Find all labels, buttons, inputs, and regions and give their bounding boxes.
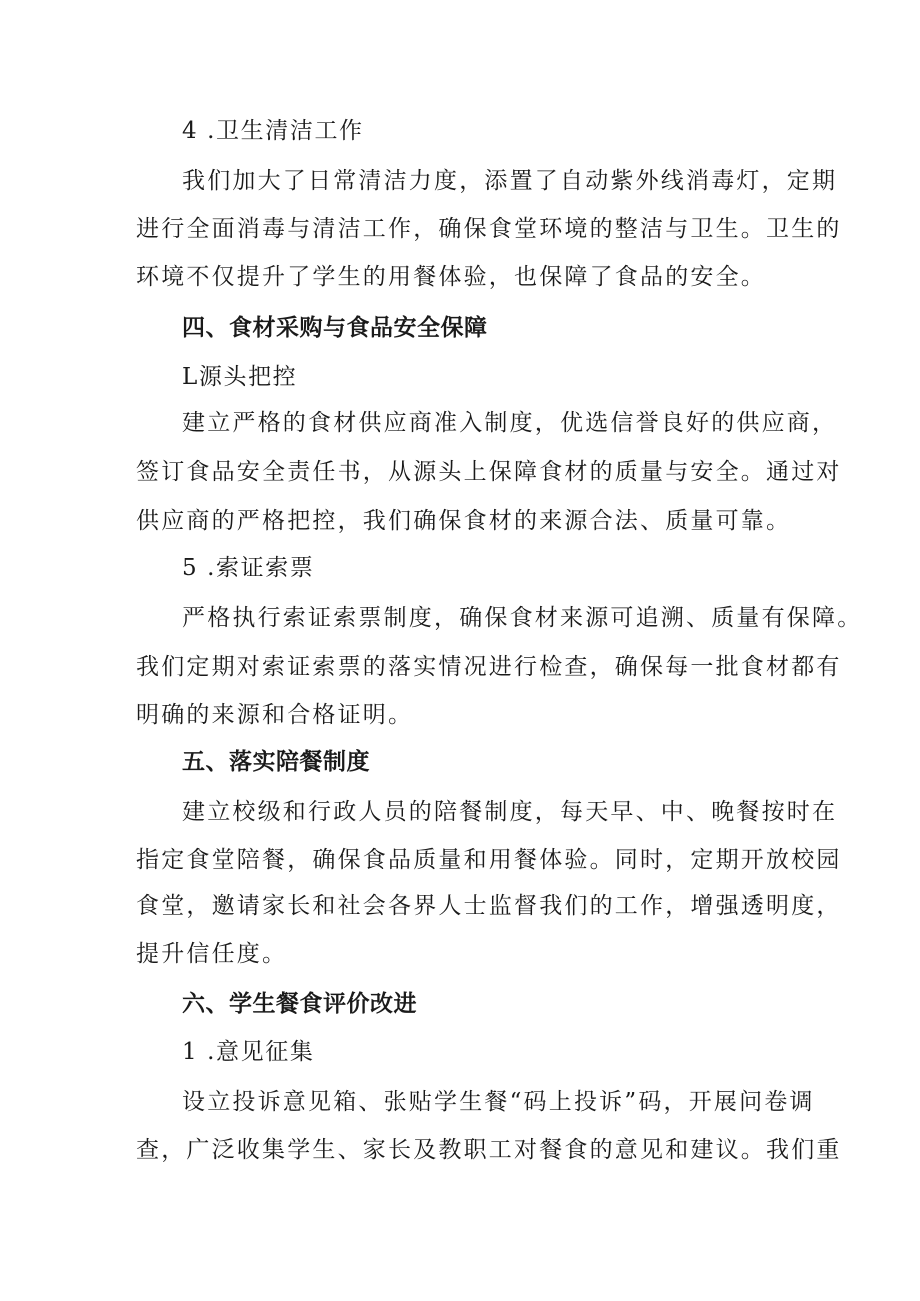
subheading-source-control: L源头把控 [182,364,298,390]
subheading-sanitation: 4 .卫生清洁工作 [182,118,364,144]
paragraph-line: 明确的来源和合格证明。 [136,702,414,728]
subheading-receipts: 5 .索证索票 [182,555,315,581]
subheading-feedback: 1 .意见征集 [182,1039,315,1065]
paragraph-line: 建立校级和行政人员的陪餐制度，每天早、中、晚餐按时在 [182,799,838,825]
paragraph-line: 环境不仅提升了学生的用餐体验，也保障了食品的安全。 [136,264,766,290]
section-heading-six: 六、学生餐食评价改进 [182,991,417,1017]
paragraph-line: 查，广泛收集学生、家长及教职工对餐食的意见和建议。我们重 [136,1137,842,1163]
paragraph-line: 提升信任度。 [136,941,288,967]
paragraph-line: 供应商的严格把控，我们确保食材的来源合法、质量可靠。 [136,508,792,534]
paragraph-line: 签订食品安全责任书，从源头上保障食材的质量与安全。通过对 [136,459,842,485]
paragraph-line: 食堂，邀请家长和社会各界人士监督我们的工作，增强透明度， [136,893,842,919]
section-heading-five: 五、落实陪餐制度 [182,749,370,775]
section-heading-four: 四、食材采购与食品安全保障 [182,315,488,341]
paragraph-line: 建立严格的食材供应商准入制度，优选信誉良好的供应商， [182,410,838,436]
paragraph-line: 严格执行索证索票制度，确保食材来源可追溯、质量有保障。 [182,605,863,631]
paragraph-line: 指定食堂陪餐，确保食品质量和用餐体验。同时，定期开放校园 [136,847,842,873]
paragraph-line: 进行全面消毒与清洁工作，确保食堂环境的整洁与卫生。卫生的 [136,216,842,242]
paragraph-line: 我们定期对索证索票的落实情况进行检查，确保每一批食材都有 [136,654,842,680]
paragraph-line: 设立投诉意见箱、张贴学生餐“码上投诉”码，开展问卷调 [182,1089,815,1115]
paragraph-line: 我们加大了日常清洁力度，添置了自动紫外线消毒灯，定期 [182,168,838,194]
